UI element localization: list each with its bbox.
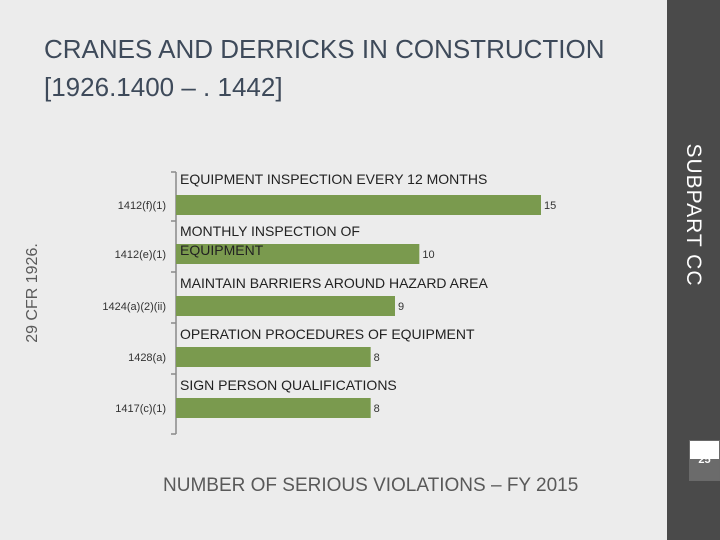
bar: [176, 398, 371, 418]
bar: [176, 296, 395, 316]
bar-value-label: 15: [544, 200, 557, 212]
category-label: 1412(e)(1): [114, 249, 166, 261]
bar-description: SIGN PERSON QUALIFICATIONS: [180, 377, 397, 393]
category-label: 1412(f)(1): [117, 200, 166, 212]
bar: [176, 347, 371, 367]
bar-description: EQUIPMENT: [180, 242, 264, 258]
bar-value-label: 10: [422, 249, 435, 261]
bar-description: OPERATION PROCEDURES OF EQUIPMENT: [180, 326, 475, 342]
bar-value-label: 8: [373, 352, 380, 364]
page-title: CRANES AND DERRICKS IN CONSTRUCTION [1926.1400 – . 1442]: [44, 34, 605, 102]
chart-layer: [102, 171, 556, 434]
x-axis-label: NUMBER OF SERIOUS VIOLATIONS – FY 2015: [163, 475, 579, 496]
bar: [176, 195, 541, 215]
page-number-badge: [689, 440, 719, 480]
subpart-label: SUBPART CC: [682, 143, 705, 287]
category-label: 1428(a): [128, 352, 166, 364]
bar-value-label: 9: [398, 301, 405, 313]
category-label: 1424(a)(2)(ii): [102, 301, 166, 313]
page-number: 25: [698, 454, 711, 466]
bar-description: EQUIPMENT INSPECTION EVERY 12 MONTHS: [180, 171, 488, 187]
category-label: 1417(c)(1): [115, 403, 166, 415]
y-axis-label: 29 CFR 1926.: [24, 243, 41, 343]
bar-value-label: 8: [373, 403, 380, 415]
bar-description: MAINTAIN BARRIERS AROUND HAZARD AREA: [180, 275, 488, 291]
bar-description: MONTHLY INSPECTION OF: [180, 223, 360, 239]
